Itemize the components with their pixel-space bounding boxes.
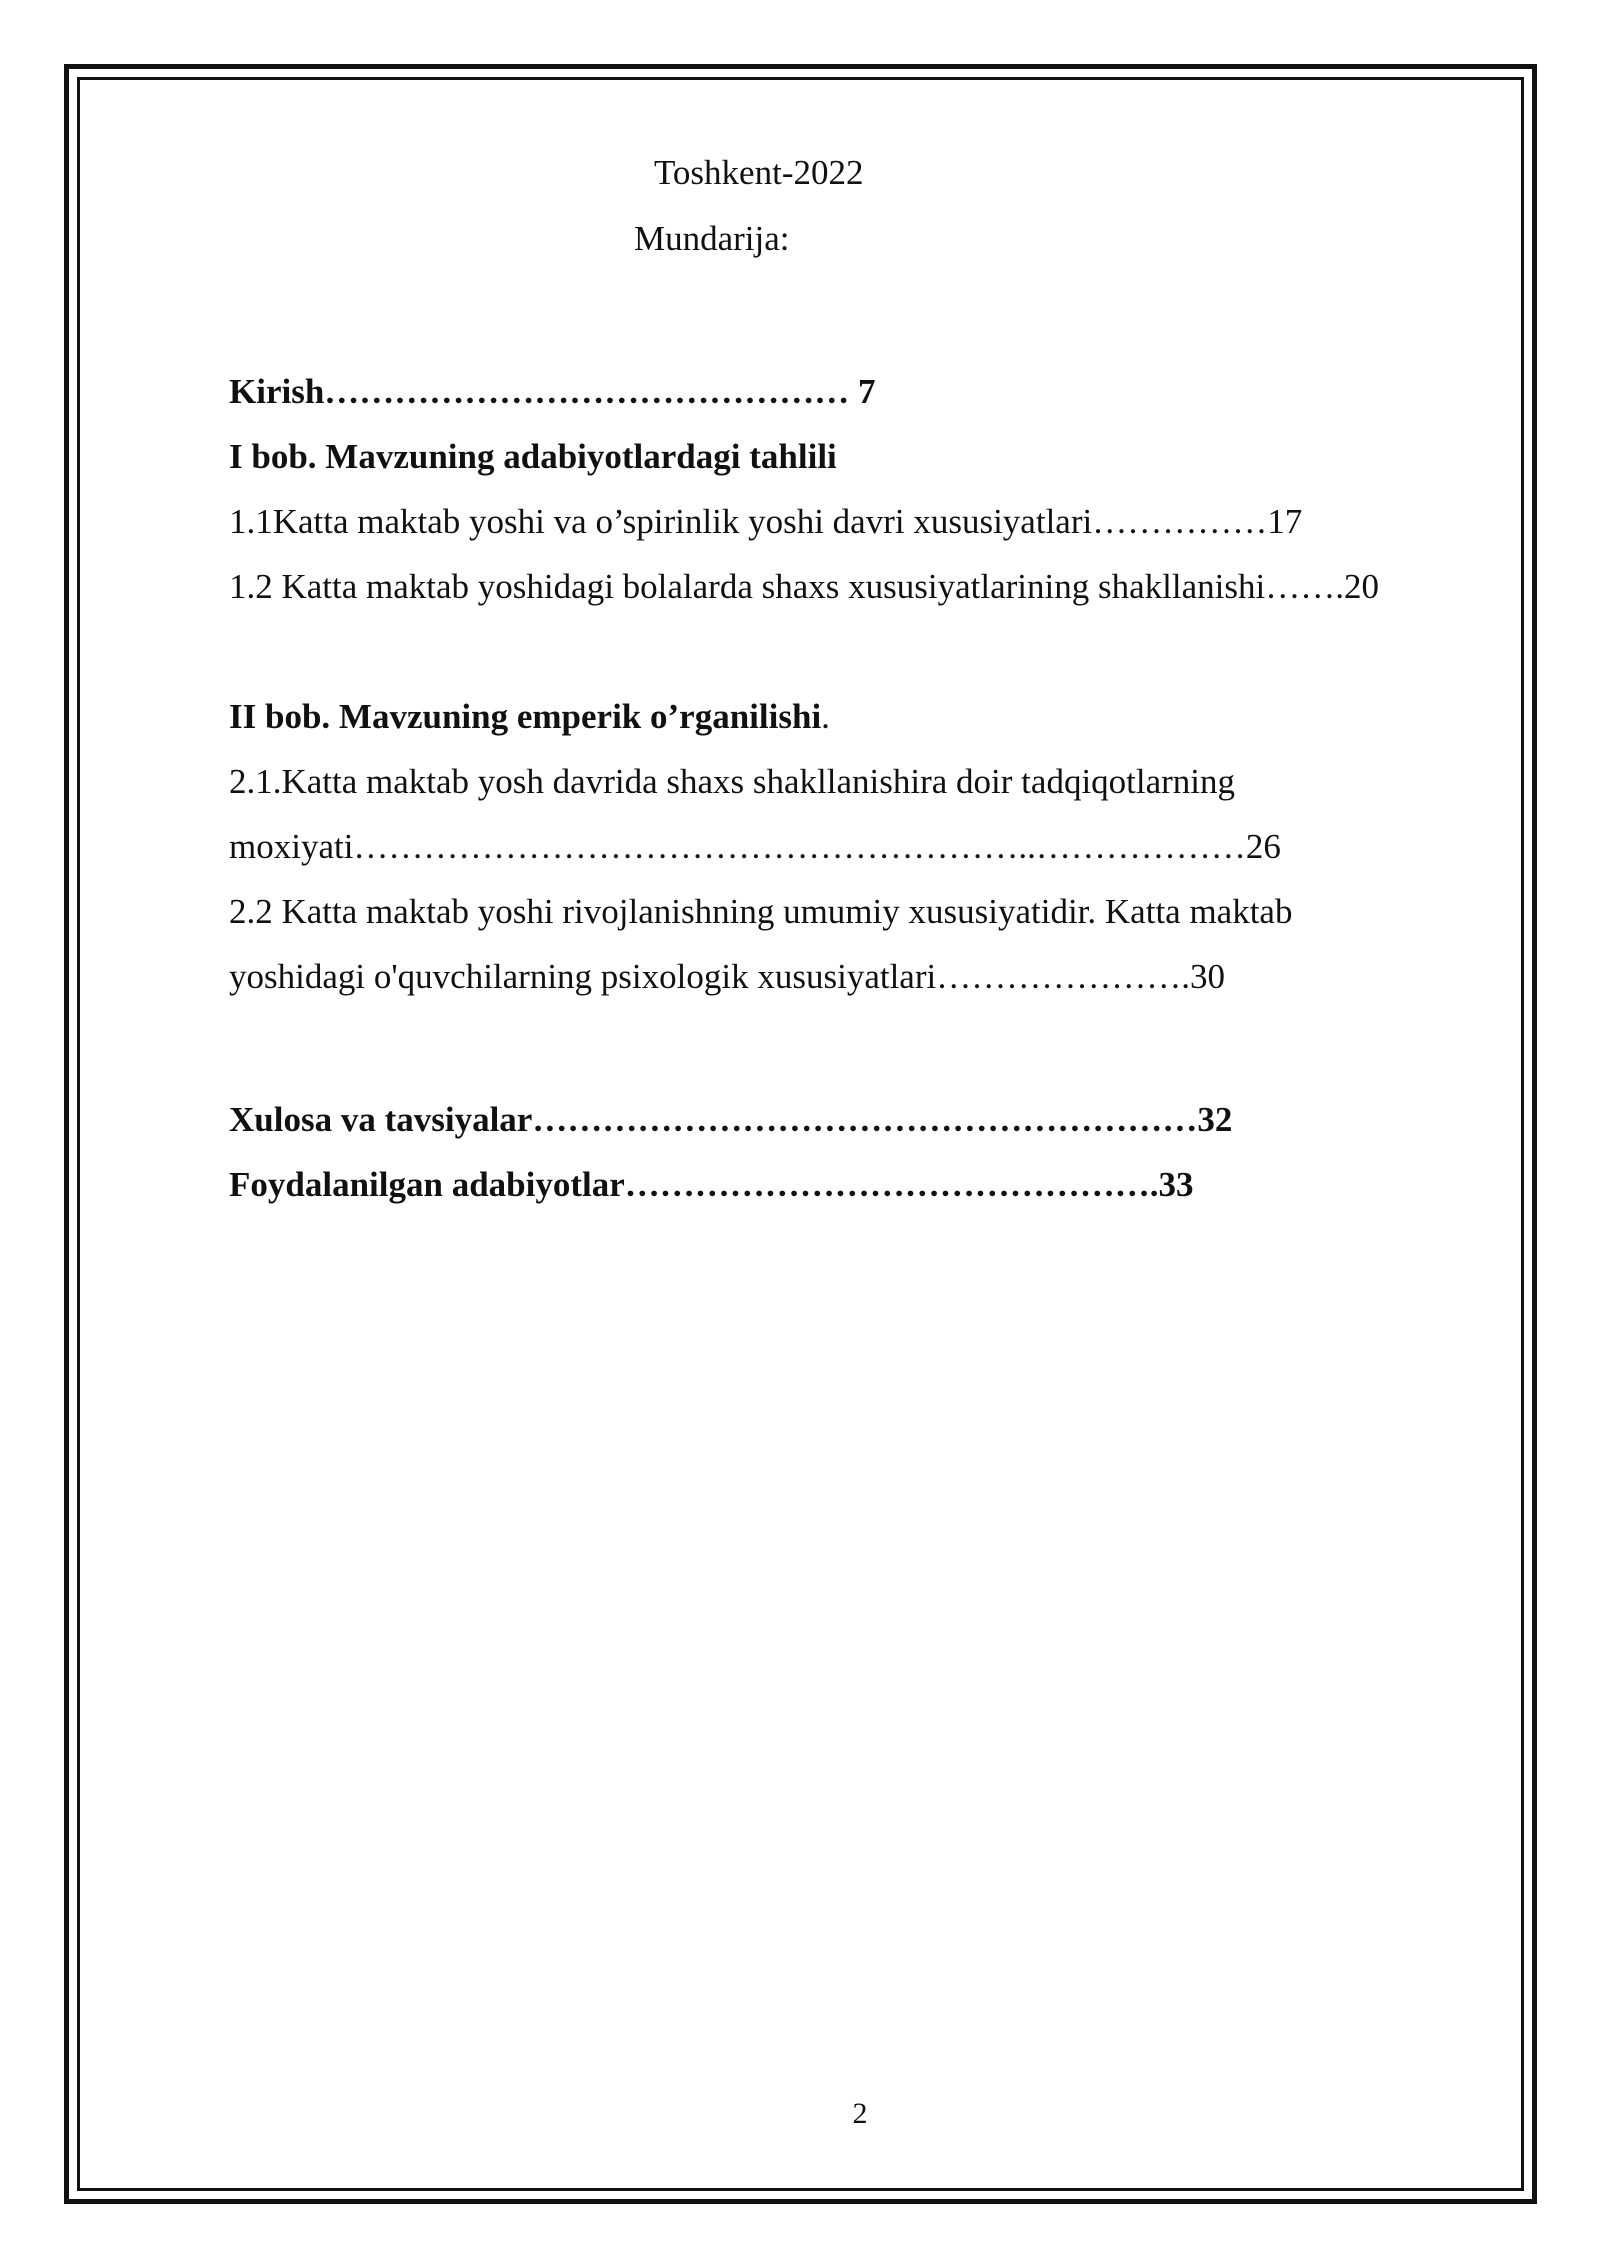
toc-entry-references: Foydalanilgan adabiyotlar……………………………………….33 bbox=[229, 1165, 1194, 1204]
toc-chapter-2-period: . bbox=[821, 697, 830, 736]
toc-chapter-2-title: II bob. Mavzuning emperik o’rganilishi bbox=[229, 697, 822, 736]
toc-entry-conclusion: Xulosa va tavsiyalar…………………………………………………32 bbox=[229, 1100, 1233, 1139]
toc-entry-2-2-line1: 2.2 Katta maktab yoshi rivojlanishning umumiy xususiyatidir. Katta maktab bbox=[229, 892, 1293, 931]
toc-chapter-2-line bbox=[229, 697, 830, 737]
toc-entry-1-2: 1.2 Katta maktab yoshidagi bolalarda shaxs xususiyatlarining shakllanishi…….20 bbox=[229, 567, 1379, 606]
toc-entry-2-1-line1: 2.1.Katta maktab yosh davrida shaxs shakllanishira doir tadqiqotlarning bbox=[229, 762, 1236, 801]
page-number: 2 bbox=[852, 2097, 868, 2130]
toc-entry-kirish: Kirish……………………………………… 7 bbox=[229, 372, 876, 411]
toc-chapter-1-title: I bob. Mavzuning adabiyotlardagi tahlili bbox=[229, 437, 837, 476]
toc-entry-1-1: 1.1Katta maktab yoshi va o’spirinlik yoshi davri xususiyatlari……………17 bbox=[229, 502, 1303, 541]
toc-entry-2-2-line2: yoshidagi o'quvchilarning psixologik xususiyatlari………………….30 bbox=[229, 957, 1225, 996]
toc-title: Mundarija: bbox=[634, 219, 790, 258]
city-year: Toshkent-2022 bbox=[654, 153, 864, 192]
toc-entry-2-1-line2: moxiyati…………………………………………………..………………26 bbox=[229, 827, 1281, 866]
